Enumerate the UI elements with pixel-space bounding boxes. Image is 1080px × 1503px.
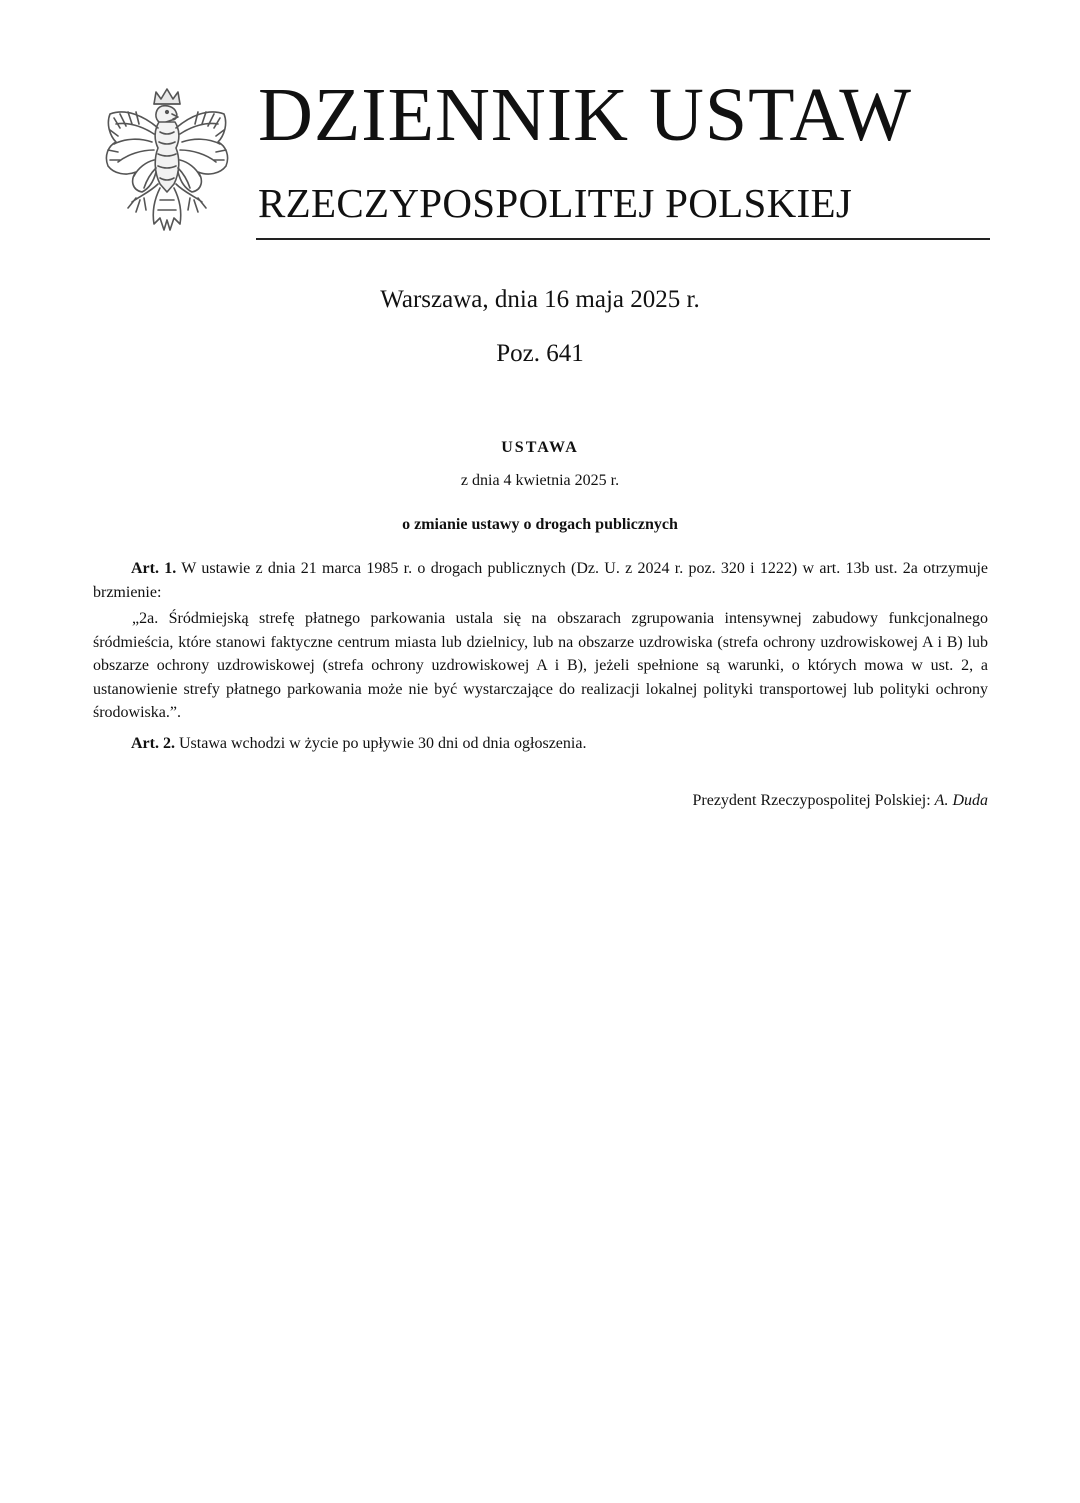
masthead-divider — [256, 238, 990, 240]
signature — [693, 789, 989, 812]
act-date: z dnia 4 kwietnia 2025 r. — [460, 472, 620, 489]
article-1 — [93, 557, 988, 604]
article-1-quote: „2a. Śródmiejską strefę płatnego parkowania ustala się na obszarach zgrupowania intensywnej zabudowy funkcjonalnego śródmieścia, które stanowi faktyczne centrum miasta lub dzielnicy, lub na obszarze uzdrowiska (strefa ochrony uzdrowiskowej A i B) lub obszarze ochrony uzdrowiskowej (strefa ochrony uzdrowiskowej A i B), jeżeli spełnione są warunki, o których mowa w ust. 2, a ustanowienie strefy płatnego parkowania może nie być wystarczające do realizacji lokalnej polityki transportowej lub polityki ochrony środowiska.”. — [93, 610, 988, 721]
article-2-text: Ustawa wchodzi w życie po upływie 30 dni od dnia ogłoszenia. — [178, 735, 587, 752]
white-eagle-emblem-icon — [96, 84, 238, 240]
signature-name: A. Duda — [934, 792, 988, 809]
issue-place-date: Warszawa, dnia 16 maja 2025 r. — [380, 286, 700, 313]
signature-office: Prezydent Rzeczypospolitej Polskiej: — [692, 792, 931, 809]
article-2 — [93, 732, 988, 756]
masthead-title: DZIENNIK USTAW — [258, 73, 913, 157]
act-title: o zmianie ustawy o drogach publicznych — [402, 516, 678, 533]
act-type-heading: USTAWA — [501, 439, 579, 456]
article-1-text: W ustawie z dnia 21 marca 1985 r. o drogach publicznych (Dz. U. z 2024 r. poz. 320 i 1222) w art. 13b ust. 2a otrzymuje brzmienie: — [93, 560, 989, 601]
article-1-label: Art. 1. — [131, 560, 177, 577]
article-2-label: Art. 2. — [131, 735, 175, 752]
issue-position: Poz. 641 — [496, 340, 584, 367]
masthead-subtitle: RZECZYPOSPOLITEJ POLSKIEJ — [258, 180, 853, 226]
